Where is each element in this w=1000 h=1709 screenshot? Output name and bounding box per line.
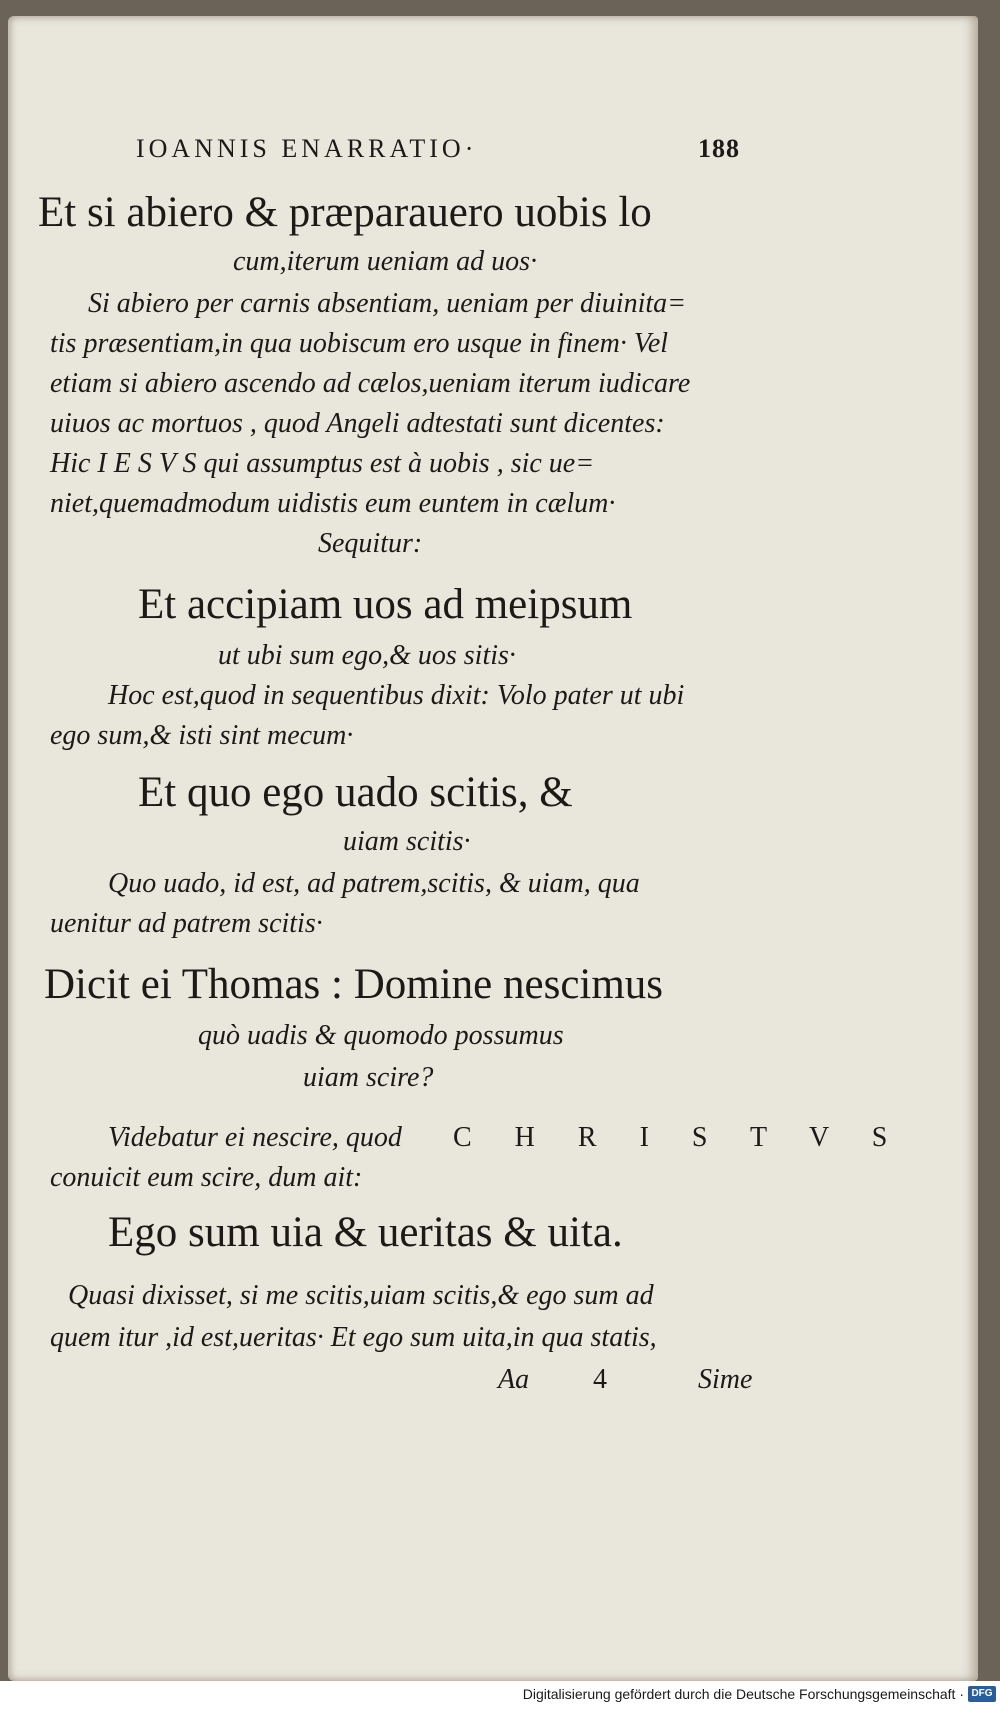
gloss-line: Quo uado, id est, ad patrem,scitis, & uiam, qua xyxy=(108,868,640,899)
footer-credit: Digitalisierung gefördert durch die Deutsche Forschungsgemeinschaft · xyxy=(522,1686,964,1702)
digitization-footer xyxy=(0,1681,1000,1709)
gloss-line: uiam scire? xyxy=(303,1062,434,1093)
gloss-line: Sequitur: xyxy=(318,528,423,559)
gloss-line: Hic I E S V S qui assumptus est à uobis , sic ue= xyxy=(50,448,595,479)
gloss-line: niet,quemadmodum uidistis eum euntem in cælum· xyxy=(50,488,616,519)
text-line: Et accipiam uos ad meipsum xyxy=(138,581,633,628)
dfg-logo: DFG xyxy=(968,1686,996,1702)
text-line: Dicit ei Thomas : Domine nescimus xyxy=(44,961,664,1008)
gloss-line: ego sum,& isti sint mecum· xyxy=(50,720,354,751)
gloss-line: ut ubi sum ego,& uos sitis· xyxy=(218,640,516,671)
book-page xyxy=(8,16,978,1681)
catchword: Sime xyxy=(698,1364,753,1395)
gloss-line: Quasi dixisset, si me scitis,uiam scitis,& ego sum ad xyxy=(68,1280,654,1311)
gloss-line: Videbatur ei nescire, quod xyxy=(108,1122,402,1153)
text-line: Et si abiero & præparauero uobis lo xyxy=(38,189,652,236)
signature-number: 4 xyxy=(593,1364,607,1395)
christus-caps: C H R I S T V S xyxy=(453,1122,906,1153)
text-line: Et quo ego uado scitis, & xyxy=(138,769,573,816)
gloss-line: cum,iterum ueniam ad uos· xyxy=(233,246,538,277)
gloss-line: quò uadis & quomodo possumus xyxy=(198,1020,564,1051)
text-line: Ego sum uia & ueritas & uita. xyxy=(108,1209,623,1256)
running-head: IOANNIS ENARRATIO· xyxy=(136,134,478,163)
gloss-line: conuicit eum scire, dum ait: xyxy=(50,1162,363,1193)
gloss-line: Hoc est,quod in sequentibus dixit: Volo pater ut ubi xyxy=(108,680,685,711)
gloss-line: uenitur ad patrem scitis· xyxy=(50,908,323,939)
gloss-line: quem itur ,id est,ueritas· Et ego sum uita,in qua statis, xyxy=(50,1322,657,1353)
signature-mark: Aa xyxy=(498,1364,530,1395)
gloss-line: uiuos ac mortuos , quod Angeli adtestati sunt dicentes: xyxy=(50,408,665,439)
page-number: 188 xyxy=(698,134,740,163)
gloss-line: uiam scitis· xyxy=(343,826,471,857)
gloss-line: Si abiero per carnis absentiam, ueniam per diuinita= xyxy=(88,288,687,319)
gloss-line: etiam si abiero ascendo ad cælos,ueniam iterum iudicare xyxy=(50,368,691,399)
gloss-line: tis præsentiam,in qua uobiscum ero usque in finem· Vel xyxy=(50,328,669,359)
